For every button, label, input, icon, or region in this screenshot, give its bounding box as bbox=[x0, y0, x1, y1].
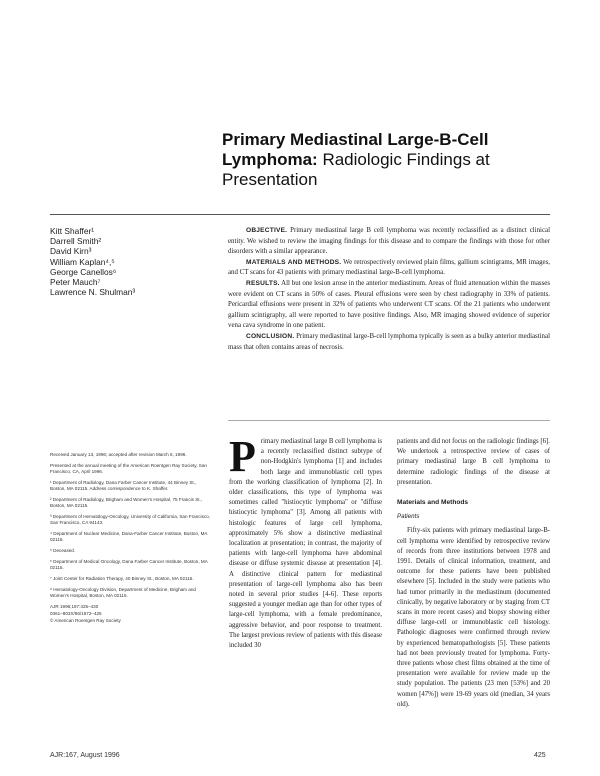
drop-cap: P bbox=[229, 432, 256, 481]
title-bold: Primary Mediastinal Large-B-Cell Lymphoma: bbox=[222, 130, 489, 169]
patients-paragraph: Fifty-six patients with primary mediastinal large-B-cell lymphoma were identified by retrospective review of records from three institutions between 1978 and 1991. Details of clinical information, treatment, and outcome for these patients have been published elsewhere [5]. Included in the study were patients who had tumor primarily in the mediastinum (documented clinically, by negative laboratory or by staging from CT scans in more recent cases) and biopsy showing either diffuse large-cell or immunoblastic cell histology. Pathologic diagnoses were confirmed through review by experienced hematopathologists [5]. These patients had not been previously treated for lymphoma. Forty-three patients whose chest films obtained at the time of presentation were available for review made up the study population. The patients (23 men [53%] and 20 women [47%]) were 19-69 years old (median, 34 years old). bbox=[397, 527, 550, 708]
author: William Kaplan⁴,⁵ bbox=[50, 256, 115, 267]
note: Received January 13, 1996; accepted after revision March 6, 1996. bbox=[50, 452, 187, 457]
article-title bbox=[222, 130, 552, 190]
abstract-rule bbox=[228, 420, 550, 421]
header-rule bbox=[50, 214, 550, 215]
abstract-results: RESULTS. All but one lesion arose in the anterior mediastinum. Areas of fluid attenuation within the masses were evident on CT scans in 50% of cases. Pleural effusions were seen by chest radiography in 33% of patients. Pericardial effusions were present in 32% of patients who underwent CT scans. Of the 21 patients who underwent gallium scintigraphy, all were reported to have positive findings. Also, MR imaging showed evidence of superior vena cava syndrome in one patient. bbox=[228, 279, 551, 330]
note: ⁶ Department of Medical Oncology, Dana Farber Cancer Institute, Boston, MA 02115. bbox=[50, 559, 208, 570]
intro-paragraph: rimary mediastinal large B cell lymphoma is a recently reclassified distinct subtype of non-Hodgkin's lymphoma [1] and includes both large and immunoblastic cell types from the working classification of lymphoma [2]. In older classifications, this type of lymphoma was sometimes called "histiocytic lymphoma" or "diffuse histiocytic lymphoma" [3]. Among all patients with histologic features of large cell lymphoma, approximately 5% show a distinctive mediastinal localization at presentation; in contrast, the majority of patients with large-cell lymphoma have abdominal disease or diffuse systemic disease at presentation [4]. A distinctive clinical pattern for mediastinal presentation of large-cell lymphoma also has been noted in several prior studies [4-6]. These reports suggested a younger median age than for other types of large-cell lymphoma, with a female predominance, aggressive behavior, and poor response to treatment. The largest previous review of patients with this disease included 30 bbox=[229, 438, 382, 650]
note: Presented at the annual meeting of the American Roentgen Ray Society, San Francisco, CA, April 1996. bbox=[50, 463, 207, 474]
journal-citation: AJR:167, August 1996 bbox=[50, 752, 120, 759]
abstract-methods: MATERIALS AND METHODS. We retrospectively reviewed plain films, gallium scintigrams, MR images, and CT scans for 43 patients with primary mediastinal large-B-cell lymphoma. bbox=[228, 258, 550, 277]
note: ⁷ Joint Center for Radiation Therapy, 40 Binney St., Boston, MA 02115. bbox=[50, 576, 194, 581]
note: ³ Department of Hematology-Oncology, University of California, San Francisco, San Francisco, CA 94143. bbox=[50, 514, 210, 525]
abstract-objective: OBJECTIVE. Primary mediastinal large B cell lymphoma was recently reclassified as a distinct clinical entity. We wished to review the imaging findings for this disease and to compare the findings with those for other disorders with a similar appearance. bbox=[228, 227, 550, 256]
author: Darrell Smith² bbox=[50, 236, 102, 247]
author: George Canellos⁶ bbox=[50, 266, 117, 277]
intro-continued: patients and did not focus on the radiologic findings [6]. We undertook a retrospective review of cases of primary mediastinal large B cell lymphoma to determine radiologic findings of the disease at presentation. bbox=[397, 438, 550, 486]
note: © American Roentgen Ray Society bbox=[50, 618, 121, 623]
author-list bbox=[50, 226, 215, 297]
section-heading: Materials and Methods bbox=[397, 499, 469, 507]
author: Kitt Shaffer¹ bbox=[50, 226, 95, 236]
title-regular: Radiologic Findings at Presentation bbox=[222, 150, 490, 189]
note: ⁵ Deceased. bbox=[50, 548, 76, 553]
note: ⁸ Hematology-Oncology Division, Department of Medicine, Brigham and Women's Hospital, Boston, MA 02115. bbox=[50, 587, 196, 598]
author: Peter Mauch⁷ bbox=[50, 277, 101, 288]
abstract-conclusion: CONCLUSION. Primary mediastinal large-B-cell lymphoma typically is seen as a bulky anterior mediastinal mass that often contains areas of necrosis. bbox=[228, 332, 550, 351]
page-number: 425 bbox=[534, 752, 546, 759]
note: ² Department of Radiology, Brigham and Women's Hospital, 75 Francis St., Boston, MA 02115. bbox=[50, 497, 203, 508]
body-column-2 bbox=[397, 437, 550, 710]
subsection-heading: Patients bbox=[397, 513, 420, 521]
author: David Kirn³ bbox=[50, 246, 92, 257]
note: 0361–803X/96/1672–425 bbox=[50, 611, 102, 616]
body-column-1 bbox=[229, 432, 382, 651]
author: Lawrence N. Shulman³ bbox=[50, 287, 136, 298]
note: AJR 1996;167:425–430 bbox=[50, 604, 99, 609]
article-notes bbox=[50, 452, 210, 629]
note: ¹ Department of Radiology, Dana Farber Cancer Institute, 44 Binney St., Boston, MA 02115. Address correspondence to K. Shaffer. bbox=[50, 480, 197, 491]
abstract bbox=[228, 226, 550, 353]
note: ⁴ Department of Nuclear Medicine, Dana-Farber Cancer Institute, Boston, MA 02115. bbox=[50, 531, 208, 542]
